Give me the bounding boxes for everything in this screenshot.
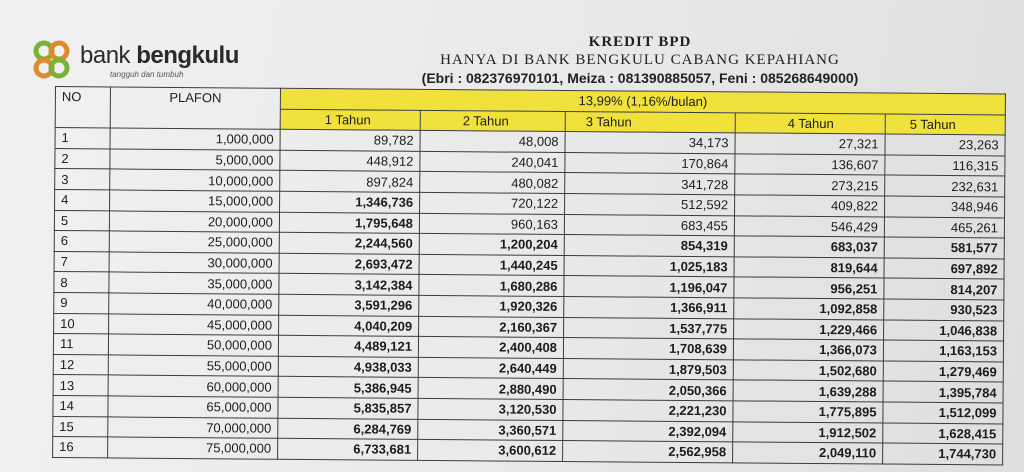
installment-3-tahun: 2,392,094: [563, 420, 733, 442]
installment-5-tahun: 1,628,415: [883, 423, 1003, 445]
row-plafon: 70,000,000: [108, 416, 278, 438]
row-number: 8: [54, 272, 109, 293]
installment-3-tahun: 1,537,775: [564, 317, 734, 339]
installment-3-tahun: 2,562,958: [563, 441, 733, 463]
bank-logo-name: bank bengkulu: [80, 42, 239, 69]
installment-5-tahun: 1,744,730: [883, 443, 1003, 465]
installment-1-tahun: 6,284,769: [278, 418, 418, 440]
row-number: 6: [54, 231, 109, 252]
installment-2-tahun: 48,008: [420, 131, 565, 153]
document-subtitle: HANYA DI BANK BENGKULU CABANG KEPAHIANG: [440, 52, 840, 68]
row-plafon: 75,000,000: [108, 437, 278, 459]
installment-4-tahun: 273,215: [735, 174, 885, 196]
installment-3-tahun: 512,592: [565, 193, 735, 215]
row-plafon: 60,000,000: [108, 375, 278, 397]
column-header-2-tahun: 2 Tahun: [420, 110, 565, 132]
installment-4-tahun: 136,607: [735, 154, 885, 176]
row-number: 2: [55, 148, 110, 169]
installment-2-tahun: 240,041: [420, 151, 565, 173]
installment-1-tahun: 4,938,033: [278, 356, 418, 378]
installment-4-tahun: 1,366,073: [733, 339, 883, 361]
installment-2-tahun: 1,920,326: [419, 295, 564, 317]
row-number: 5: [54, 210, 109, 231]
installment-3-tahun: 34,173: [565, 132, 735, 154]
row-plafon: 1,000,000: [110, 128, 280, 150]
installment-3-tahun: 2,221,230: [563, 399, 733, 421]
column-header-4-tahun: 4 Tahun: [735, 112, 885, 134]
installment-2-tahun: 1,200,204: [419, 234, 564, 256]
installment-5-tahun: 23,263: [885, 134, 1005, 156]
bank-logo-icon: [30, 40, 74, 80]
installment-1-tahun: 2,693,472: [279, 253, 419, 275]
installment-1-tahun: 2,244,560: [279, 232, 419, 254]
row-plafon: 25,000,000: [109, 231, 279, 253]
row-plafon: 10,000,000: [110, 169, 280, 191]
installment-5-tahun: 1,163,153: [883, 340, 1003, 362]
installment-3-tahun: 1,196,047: [564, 276, 734, 298]
row-number: 9: [54, 292, 109, 313]
installment-1-tahun: 448,912: [280, 150, 420, 172]
installment-4-tahun: 409,822: [735, 195, 885, 217]
installment-2-tahun: 3,600,612: [418, 439, 563, 461]
installment-4-tahun: 1,639,288: [733, 380, 883, 402]
installment-2-tahun: 3,360,571: [418, 419, 563, 441]
installment-5-tahun: 814,207: [884, 278, 1004, 300]
row-number: 15: [53, 416, 108, 437]
installment-5-tahun: 930,523: [884, 299, 1004, 321]
installment-5-tahun: 1,395,784: [883, 381, 1003, 403]
column-header-no: NO: [55, 87, 110, 129]
interest-rate-header: 13,99% (1,16%/bulan): [280, 88, 1005, 114]
column-header-3-tahun: 3 Tahun: [565, 111, 735, 133]
column-header-1-tahun: 1 Tahun: [280, 109, 420, 131]
row-number: 12: [53, 354, 108, 375]
installment-1-tahun: 897,824: [280, 171, 420, 193]
installment-table-body: [53, 128, 1006, 465]
installment-4-tahun: 956,251: [734, 277, 884, 299]
installment-table: [52, 86, 1006, 465]
installment-2-tahun: 2,640,449: [418, 357, 563, 379]
installment-3-tahun: 1,879,503: [563, 358, 733, 380]
installment-4-tahun: 1,502,680: [733, 360, 883, 382]
document-title: KREDIT BPD: [588, 34, 692, 50]
installment-5-tahun: 581,577: [884, 237, 1004, 259]
installment-1-tahun: 1,795,648: [279, 212, 419, 234]
installment-3-tahun: 170,864: [565, 152, 735, 174]
installment-3-tahun: 683,455: [564, 214, 734, 236]
row-number: 1: [55, 128, 110, 149]
installment-1-tahun: 5,835,857: [278, 397, 418, 419]
row-plafon: 35,000,000: [109, 272, 279, 294]
row-number: 11: [53, 334, 108, 355]
row-plafon: 55,000,000: [108, 355, 278, 377]
installment-3-tahun: 1,366,911: [564, 296, 734, 318]
installment-1-tahun: 4,489,121: [278, 335, 418, 357]
installment-3-tahun: 1,025,183: [564, 255, 734, 277]
row-number: 7: [54, 251, 109, 272]
installment-5-tahun: 1,279,469: [883, 361, 1003, 383]
installment-5-tahun: 1,046,838: [884, 320, 1004, 342]
installment-4-tahun: 1,775,895: [733, 401, 883, 423]
installment-3-tahun: 341,728: [565, 173, 735, 195]
row-plafon: 40,000,000: [109, 293, 279, 315]
installment-2-tahun: 3,120,530: [418, 398, 563, 420]
installment-2-tahun: 720,122: [420, 192, 565, 214]
installment-1-tahun: 3,591,296: [279, 294, 419, 316]
row-number: 16: [53, 437, 108, 458]
installment-2-tahun: 1,680,286: [419, 275, 564, 297]
installment-2-tahun: 480,082: [420, 172, 565, 194]
installment-5-tahun: 465,261: [884, 217, 1004, 239]
installment-1-tahun: 89,782: [280, 129, 420, 151]
column-header-5-tahun: 5 Tahun: [885, 114, 1005, 136]
column-header-plafon: PLAFON: [110, 87, 280, 130]
row-plafon: 30,000,000: [109, 252, 279, 274]
installment-4-tahun: 1,092,858: [734, 298, 884, 320]
installment-2-tahun: 2,160,367: [419, 316, 564, 338]
installment-1-tahun: 4,040,209: [279, 315, 419, 337]
installment-4-tahun: 546,429: [734, 215, 884, 237]
installment-2-tahun: 2,880,490: [418, 378, 563, 400]
installment-1-tahun: 6,733,681: [278, 438, 418, 460]
installment-4-tahun: 27,321: [735, 133, 885, 155]
row-number: 3: [55, 169, 110, 190]
installment-2-tahun: 2,400,408: [418, 336, 563, 358]
installment-3-tahun: 854,319: [564, 235, 734, 257]
bank-logo: [30, 40, 290, 86]
installment-3-tahun: 1,708,639: [563, 338, 733, 360]
installment-4-tahun: 2,049,110: [733, 442, 883, 464]
row-plafon: 65,000,000: [108, 396, 278, 418]
row-number: 14: [53, 395, 108, 416]
installment-1-tahun: 3,142,384: [279, 274, 419, 296]
installment-4-tahun: 1,912,502: [733, 421, 883, 443]
bank-logo-tagline: tangguh dan tumbuh: [110, 70, 184, 79]
row-plafon: 15,000,000: [110, 190, 280, 212]
installment-5-tahun: 1,512,099: [883, 402, 1003, 424]
row-plafon: 50,000,000: [108, 334, 278, 356]
installment-4-tahun: 819,644: [734, 257, 884, 279]
row-plafon: 45,000,000: [109, 313, 279, 335]
row-plafon: 5,000,000: [110, 149, 280, 171]
installment-5-tahun: 697,892: [884, 258, 1004, 280]
installment-1-tahun: 1,346,736: [280, 191, 420, 213]
installment-5-tahun: 116,315: [885, 155, 1005, 177]
row-number: 10: [54, 313, 109, 334]
row-number: 13: [53, 375, 108, 396]
installment-5-tahun: 232,631: [885, 175, 1005, 197]
installment-4-tahun: 1,229,466: [734, 318, 884, 340]
installment-2-tahun: 1,440,245: [419, 254, 564, 276]
installment-1-tahun: 5,386,945: [278, 377, 418, 399]
row-number: 4: [55, 189, 110, 210]
installment-5-tahun: 348,946: [885, 196, 1005, 218]
installment-4-tahun: 683,037: [734, 236, 884, 258]
installment-3-tahun: 2,050,366: [563, 379, 733, 401]
installment-2-tahun: 960,163: [419, 213, 564, 235]
contact-numbers: (Ebri : 082376970101, Meiza : 081390885057, Feni : 085268649000): [421, 70, 859, 86]
row-plafon: 20,000,000: [109, 210, 279, 232]
